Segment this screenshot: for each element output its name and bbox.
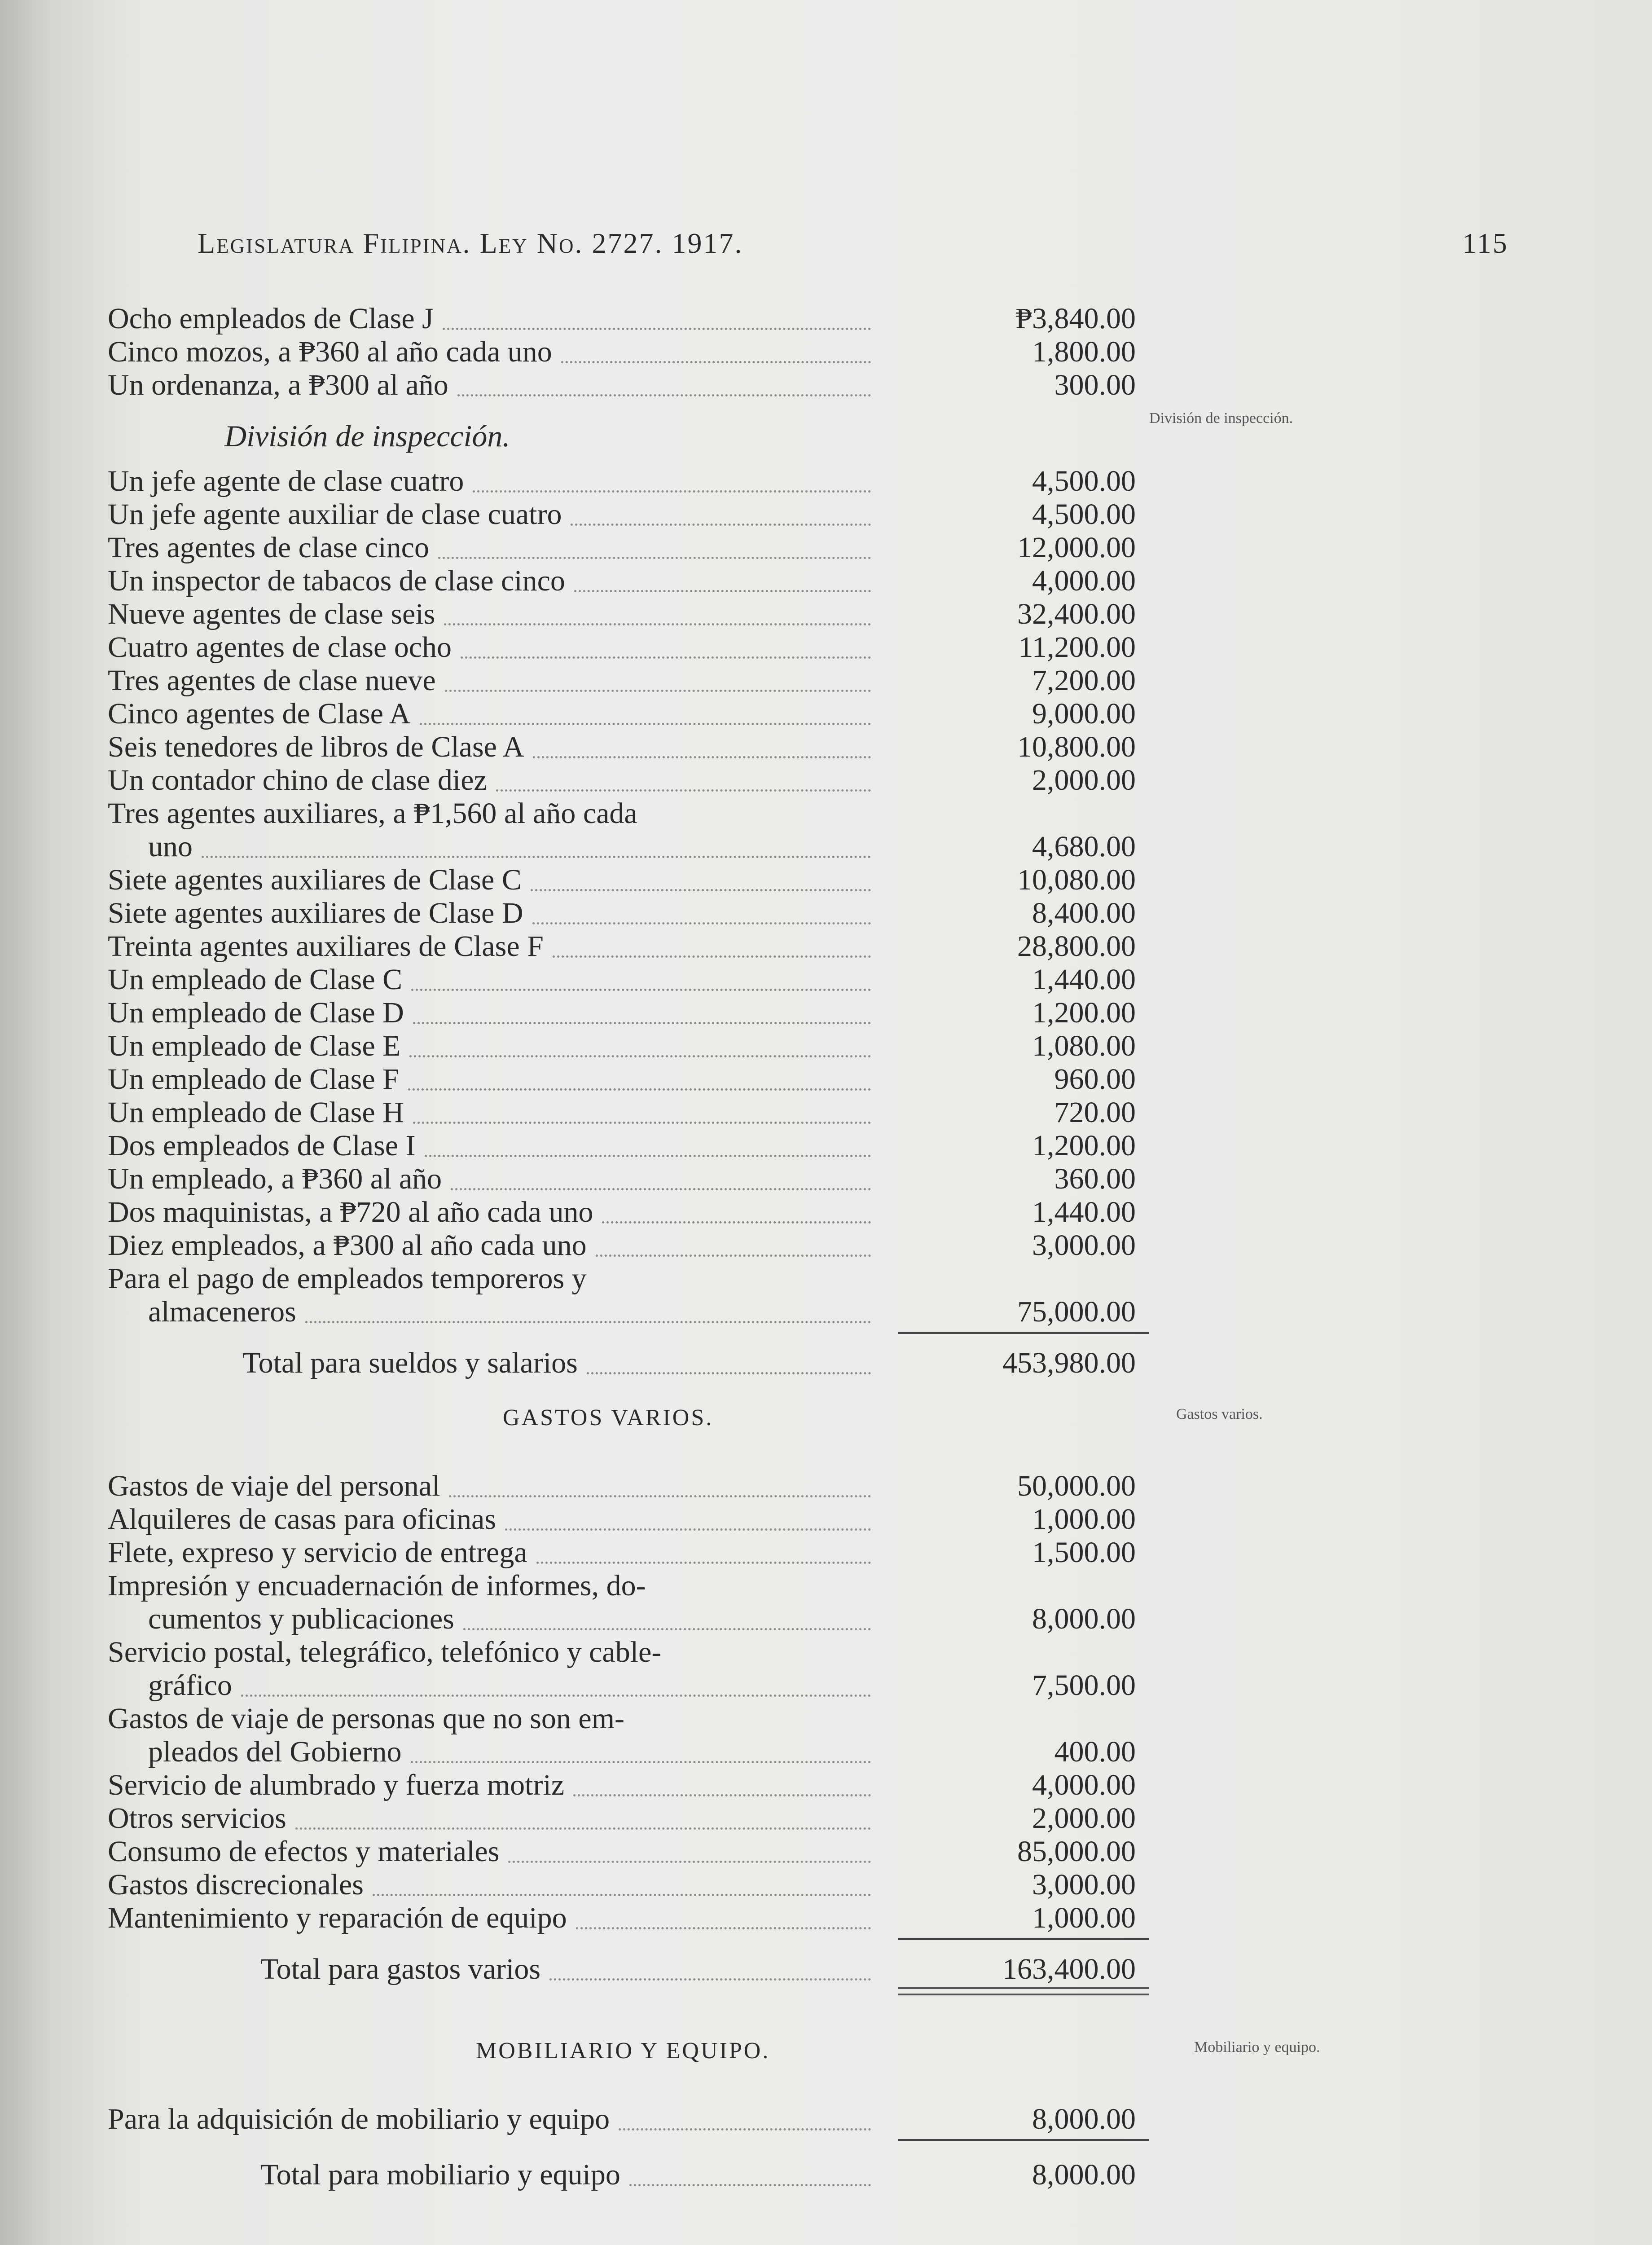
- item-label: Dos maquinistas, a ₱720 al año cada uno: [108, 1196, 593, 1228]
- item-label: Cuatro agentes de clase ocho: [108, 631, 452, 664]
- item-amount: 4,500.00: [1032, 465, 1136, 497]
- dot-leader: [629, 2182, 871, 2186]
- margin-note: Mobiliario y equipo.: [1194, 2039, 1320, 2056]
- item-amount: 2,000.00: [1032, 1802, 1136, 1835]
- dot-leader: [602, 1219, 871, 1224]
- item-amount: 10,800.00: [1017, 731, 1136, 763]
- item-label: Gastos de viaje del personal: [108, 1470, 440, 1502]
- dot-leader: [576, 1925, 871, 1929]
- item-amount: 75,000.00: [1017, 1295, 1136, 1328]
- dot-leader: [373, 1892, 871, 1896]
- dot-leader: [531, 887, 871, 891]
- dot-leader: [413, 1120, 871, 1124]
- item-label: Cinco mozos, a ₱360 al año cada uno: [108, 335, 552, 368]
- item-label: Cinco agentes de Clase A: [108, 697, 411, 730]
- item-label: Tres agentes de clase cinco: [108, 531, 429, 564]
- dot-leader: [596, 1253, 871, 1257]
- item-label: Un empleado de Clase F: [108, 1063, 399, 1096]
- dot-leader: [536, 1560, 871, 1564]
- item-label: Seis tenedores de libros de Clase A: [108, 731, 524, 763]
- ledger-row: [108, 796, 1136, 832]
- dot-leader: [445, 688, 871, 692]
- dot-leader: [461, 655, 871, 659]
- dot-leader: [533, 754, 871, 758]
- dot-leader: [574, 588, 871, 592]
- item-amount: 32,400.00: [1017, 598, 1136, 630]
- dot-leader: [411, 987, 871, 991]
- item-amount: 1,080.00: [1032, 1030, 1136, 1062]
- item-label: Un ordenanza, a ₱300 al año: [108, 369, 448, 401]
- item-amount: 400.00: [1054, 1735, 1136, 1768]
- item-label: Para la adquisición de mobiliario y equipo: [108, 2103, 610, 2135]
- total-rule: [898, 1332, 1149, 1334]
- item-label: Ocho empleados de Clase J: [108, 302, 434, 335]
- dot-leader: [505, 1527, 871, 1531]
- total-rule: [898, 1938, 1149, 1940]
- dot-leader: [444, 621, 871, 625]
- section-heading: GASTOS VARIOS.: [503, 1405, 714, 1431]
- item-label: Un contador chino de clase diez: [108, 764, 487, 797]
- dot-leader: [463, 1626, 871, 1630]
- item-amount: ₱3,840.00: [1015, 302, 1136, 335]
- item-amount: 8,000.00: [1032, 1602, 1136, 1635]
- item-amount: 2,000.00: [1032, 764, 1136, 797]
- item-amount: 1,200.00: [1032, 996, 1136, 1029]
- item-label: Un empleado de Clase E: [108, 1030, 401, 1062]
- item-label: Un inspector de tabacos de clase cinco: [108, 564, 565, 597]
- item-label: Un jefe agente auxiliar de clase cuatro: [108, 498, 562, 531]
- item-amount: 7,200.00: [1032, 664, 1136, 697]
- item-label-continuation: uno: [148, 830, 193, 863]
- item-amount: 1,000.00: [1032, 1902, 1136, 1934]
- dot-leader: [241, 1693, 871, 1697]
- item-amount: 10,080.00: [1017, 863, 1136, 896]
- item-amount: 1,000.00: [1032, 1503, 1136, 1536]
- item-label: Flete, expreso y servicio de entrega: [108, 1536, 527, 1569]
- section-heading: MOBILIARIO Y EQUIPO.: [476, 2038, 770, 2064]
- item-label: Siete agentes auxiliares de Clase D: [108, 897, 523, 929]
- item-amount: 8,400.00: [1032, 897, 1136, 929]
- dot-leader: [571, 522, 871, 526]
- item-amount: 4,500.00: [1032, 498, 1136, 531]
- item-amount: 3,000.00: [1032, 1229, 1136, 1262]
- item-label: Un empleado de Clase H: [108, 1096, 404, 1129]
- dot-leader: [409, 1053, 871, 1057]
- item-label: Siete agentes auxiliares de Clase C: [108, 863, 522, 896]
- dot-leader: [449, 1493, 871, 1497]
- item-label: Impresión y encuadernación de informes, do-: [108, 1569, 646, 1602]
- dot-leader: [508, 1859, 871, 1863]
- dot-leader: [619, 2126, 871, 2131]
- item-label: Un jefe agente de clase cuatro: [108, 465, 464, 497]
- dot-leader: [411, 1759, 871, 1763]
- margin-note: Gastos varios.: [1176, 1406, 1263, 1422]
- item-label: Otros servicios: [108, 1802, 286, 1835]
- item-amount: 50,000.00: [1017, 1470, 1136, 1502]
- item-label: Nueve agentes de clase seis: [108, 598, 435, 630]
- item-label: Servicio de alumbrado y fuerza motriz: [108, 1769, 565, 1801]
- item-amount: 1,800.00: [1032, 335, 1136, 368]
- dot-leader: [496, 788, 871, 792]
- dot-leader: [549, 1976, 871, 1981]
- item-label: Un empleado de Clase D: [108, 996, 404, 1029]
- dot-leader: [438, 555, 871, 559]
- item-amount: 960.00: [1054, 1063, 1136, 1096]
- item-amount: 4,680.00: [1032, 830, 1136, 863]
- ledger-row: [108, 1568, 1136, 1604]
- ledger-row: [108, 1701, 1136, 1737]
- double-rule: [898, 1987, 1149, 1995]
- dot-leader: [573, 1792, 871, 1796]
- item-label: Gastos discrecionales: [108, 1868, 364, 1901]
- running-title: Legislatura Filipina. Ley No. 2727. 1917.: [198, 227, 743, 259]
- dot-leader: [408, 1087, 871, 1091]
- item-label: Tres agentes auxiliares, a ₱1,560 al año cada: [108, 797, 637, 830]
- item-label: Para el pago de empleados temporeros y: [108, 1262, 587, 1295]
- item-amount: 4,000.00: [1032, 564, 1136, 597]
- item-label-continuation: gráfico: [148, 1669, 232, 1702]
- item-label: Diez empleados, a ₱300 al año cada uno: [108, 1229, 587, 1262]
- item-label: Un empleado de Clase C: [108, 963, 403, 996]
- page-number: 115: [1462, 227, 1508, 259]
- total-amount: 453,980.00: [1002, 1347, 1136, 1379]
- dot-leader: [413, 1020, 871, 1024]
- item-amount: 1,440.00: [1032, 963, 1136, 996]
- item-label: Treinta agentes auxiliares de Clase F: [108, 930, 544, 963]
- item-amount: 360.00: [1054, 1162, 1136, 1195]
- item-label: Alquileres de casas para oficinas: [108, 1503, 496, 1536]
- total-label: Total para mobiliario y equipo: [260, 2158, 620, 2191]
- margin-note: División de inspección.: [1149, 410, 1293, 427]
- item-amount: 1,200.00: [1032, 1129, 1136, 1162]
- dot-leader: [553, 954, 871, 958]
- dot-leader: [457, 392, 871, 396]
- item-label-continuation: pleados del Gobierno: [148, 1735, 402, 1768]
- item-amount: 3,000.00: [1032, 1868, 1136, 1901]
- item-amount: 7,500.00: [1032, 1669, 1136, 1702]
- item-amount: 11,200.00: [1018, 631, 1136, 664]
- item-label: Un empleado, a ₱360 al año: [108, 1162, 442, 1195]
- dot-leader: [532, 920, 871, 924]
- dot-leader: [443, 326, 871, 330]
- item-amount: 4,000.00: [1032, 1769, 1136, 1801]
- dot-leader: [561, 359, 871, 363]
- item-label-continuation: cumentos y publicaciones: [148, 1602, 454, 1635]
- item-label: Consumo de efectos y materiales: [108, 1835, 500, 1868]
- item-label: Dos empleados de Clase I: [108, 1129, 416, 1162]
- total-rule: [898, 2139, 1149, 2141]
- dot-leader: [425, 1153, 871, 1157]
- ledger-row: [108, 1634, 1136, 1670]
- item-amount: 12,000.00: [1017, 531, 1136, 564]
- total-label: Total para gastos varios: [260, 1953, 541, 1985]
- item-label: Servicio postal, telegráfico, telefónico y cable-: [108, 1636, 662, 1668]
- item-label: Gastos de viaje de personas que no son em-: [108, 1702, 625, 1735]
- total-label: Total para sueldos y salarios: [242, 1347, 578, 1379]
- item-amount: 8,000.00: [1032, 2103, 1136, 2135]
- page-header: [198, 227, 1508, 267]
- ledger-row: [108, 1261, 1136, 1297]
- item-amount: 28,800.00: [1017, 930, 1136, 963]
- item-label-continuation: almaceneros: [148, 1295, 296, 1328]
- total-amount: 8,000.00: [1032, 2158, 1136, 2191]
- dot-leader: [587, 1370, 871, 1374]
- item-amount: 9,000.00: [1032, 697, 1136, 730]
- total-amount: 163,400.00: [1002, 1953, 1136, 1985]
- dot-leader: [473, 489, 871, 493]
- dot-leader: [420, 721, 871, 725]
- dot-leader: [451, 1186, 871, 1190]
- item-amount: 300.00: [1054, 369, 1136, 401]
- item-label: Tres agentes de clase nueve: [108, 664, 436, 697]
- item-label: Mantenimiento y reparación de equipo: [108, 1902, 567, 1934]
- dot-leader: [305, 1319, 871, 1323]
- item-amount: 1,440.00: [1032, 1196, 1136, 1228]
- dot-leader: [295, 1826, 871, 1830]
- item-amount: 720.00: [1054, 1096, 1136, 1129]
- dot-leader: [202, 854, 871, 858]
- section-heading: División de inspección.: [224, 419, 510, 453]
- item-amount: 85,000.00: [1017, 1835, 1136, 1868]
- item-amount: 1,500.00: [1032, 1536, 1136, 1569]
